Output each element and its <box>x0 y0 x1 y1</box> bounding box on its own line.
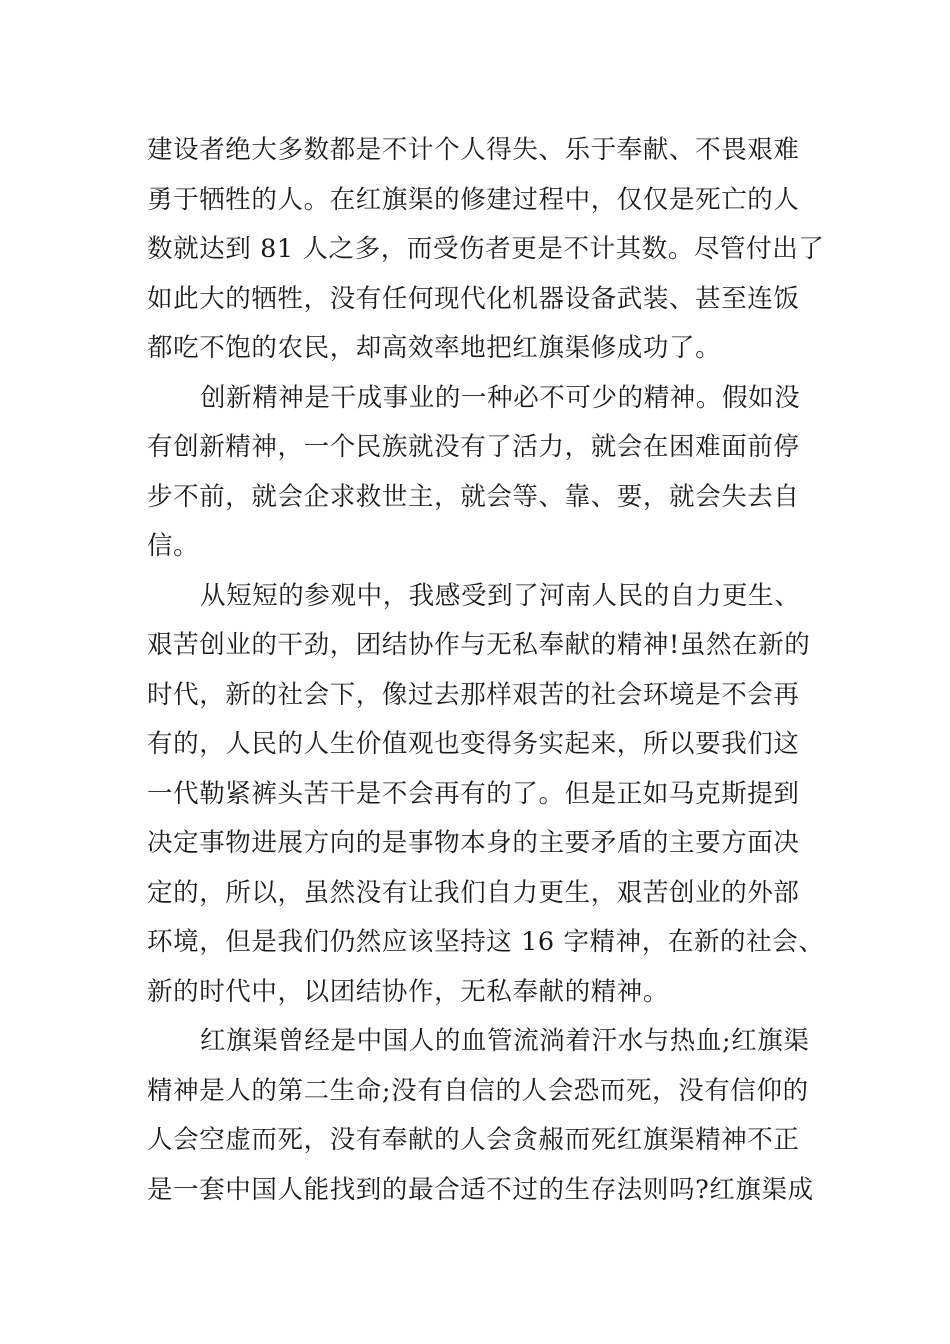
body-text <box>147 126 825 1215</box>
text-line: 定的，所以，虽然没有让我们自力更生，艰苦创业的外部 <box>147 877 800 908</box>
text-line: 一代勒紧裤头苦干是不会再有的了。但是正如马克斯提到 <box>147 778 800 809</box>
text-line: 信。 <box>147 531 200 561</box>
paragraph-first-line: 从短短的参观中，我感受到了河南人民的自力更生、 <box>200 580 801 611</box>
text-line: 建设者绝大多数都是不计个人得失、乐于奉献、不畏艰难 <box>147 135 800 165</box>
text-line: 都吃不饱的农民，却高效率地把红旗渠修成功了。 <box>147 333 722 363</box>
paragraph-first-line: 红旗渠曾经是中国人的血管流淌着汗水与热血;红旗渠 <box>200 1026 810 1056</box>
text-line: 有的，人民的人生价值观也变得务实起来，所以要我们这 <box>147 729 800 759</box>
paragraph-first-line: 创新精神是干成事业的一种必不可少的精神。假如没 <box>200 382 801 413</box>
text-line: 人会空虚而死，没有奉献的人会贪赧而死红旗渠精神不正 <box>147 1125 800 1155</box>
text-line: 新的时代中，以团结协作，无私奉献的精神。 <box>147 976 670 1007</box>
text-line: 决定事物进展方向的是事物本身的主要矛盾的主要方面决 <box>147 828 800 858</box>
text-line: 环境，但是我们仍然应该坚持这 16 字精神，在新的社会、 <box>147 927 825 957</box>
text-line: 精神是人的第二生命;没有自信的人会恐而死，没有信仰的 <box>147 1075 809 1106</box>
text-line: 如此大的牺牲，没有任何现代化机器设备武装、甚至连饭 <box>147 283 800 314</box>
text-line: 勇于牺牲的人。在红旗渠的修建过程中，仅仅是死亡的人 <box>147 184 800 215</box>
text-line: 有创新精神，一个民族就没有了活力，就会在困难面前停 <box>147 432 800 462</box>
text-line: 步不前，就会企求救世主，就会等、靠、要，就会失去自 <box>147 481 800 512</box>
text-line: 数就达到 81 人之多，而受伤者更是不计其数。尽管付出了 <box>147 234 825 264</box>
text-line: 时代，新的社会下，像过去那样艰苦的社会环境是不会再 <box>147 679 800 710</box>
text-line: 艰苦创业的干劲，团结协作与无私奉献的精神!虽然在新的 <box>147 630 811 660</box>
text-line: 是一套中国人能找到的最合适不过的生存法则吗?红旗渠成 <box>147 1174 814 1205</box>
